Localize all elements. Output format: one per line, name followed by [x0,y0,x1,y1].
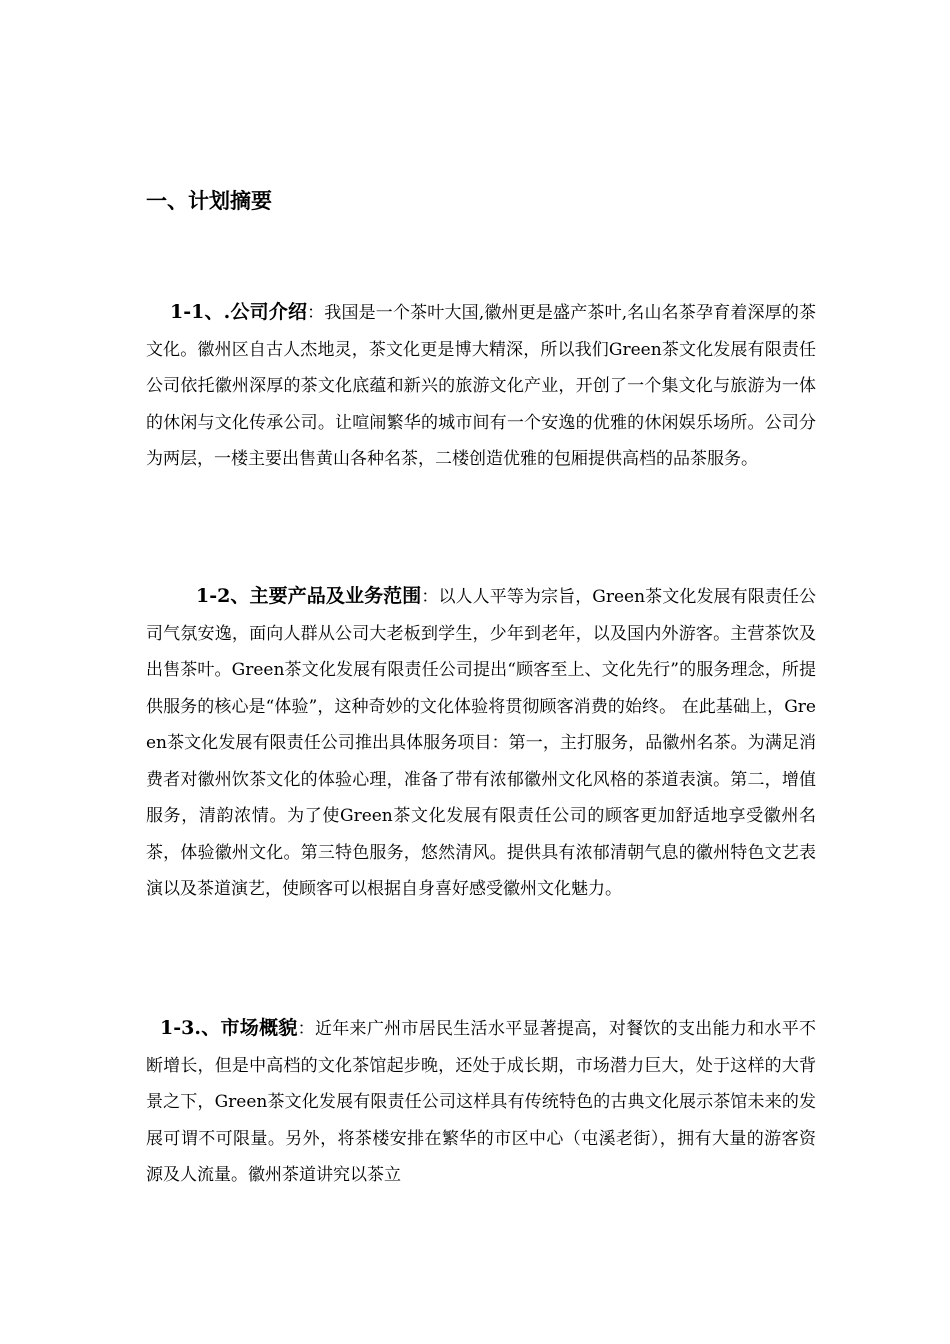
label-separator: ： [297,1019,315,1039]
paragraph-text: 我国是一个茶叶大国,徽州更是盛产茶叶,名山名茶孕育着深厚的茶文化。徽州区自古人杰地灵，茶文化更是博大精深，所以我们Green茶文化发展有限责任公司依托徽州深厚的茶文化底蕴和新兴的旅游文化产业，开创了一个集文化与旅游为一体的休闲与文化传承公司。让喧闹繁华的城市间有一个安逸的优雅的休闲娱乐场所。公司分为两层，一楼主要出售黄山各种名茶，二楼创造优雅的包厢提供高档的品茶服务。 [146,303,816,469]
paragraph-text: 近年来广州市居民生活水平显著提高，对餐饮的支出能力和水平不断增长，但是中高档的文化茶馆起步晚，还处于成长期，市场潜力巨大，处于这样的大背景之下，Green茶文化发展有限责任公司这样具有传统特色的古典文化展示茶馆未来的发展可谓不可限量。另外，将茶楼安排在繁华的市区中心（屯溪老街），拥有大量的游客资源及人流量。徽州茶道讲究以茶立 [146,1019,817,1185]
paragraph-products-scope [146,578,816,908]
paragraph-text: 以人人平等为宗旨，Green茶文化发展有限责任公司气氛安逸，面向人群从公司大老板到学生，少年到老年，以及国内外游客。主营茶饮及出售茶叶。Green茶文化发展有限责任公司提出“顾客至上、文化先行”的服务理念，所提供服务的核心是“体验”，这种奇妙的文化体验将贯彻顾客消费的始终。 在此基础上，Green茶文化发展有限责任公司推出具体服务项目：第一，主打服务，品徽州名茶。为满足消费者对徽州饮茶文化的体验心理，准备了带有浓郁徽州文化风格的茶道表演。第二，增值服务，清韵浓情。为了使Green茶文化发展有限责任公司的顾客更加舒适地享受徽州名茶，体验徽州文化。第三特色服务，悠然清风。提供具有浓郁清朝气息的徽州特色文艺表演以及茶道演艺，使顾客可以根据自身喜好感受徽州文化魅力。 [146,587,817,899]
label-separator: ： [307,303,325,323]
paragraph-label: 1-1、.公司介绍 [170,301,308,323]
paragraph-label: 1-2、主要产品及业务范围 [196,585,422,607]
paragraph-market-overview [146,1010,816,1194]
section-heading: 一、计划摘要 [146,188,272,213]
label-separator: ： [421,587,439,607]
paragraph-label: 1-3.、市场概貌 [160,1017,298,1039]
paragraph-company-intro [146,294,816,478]
